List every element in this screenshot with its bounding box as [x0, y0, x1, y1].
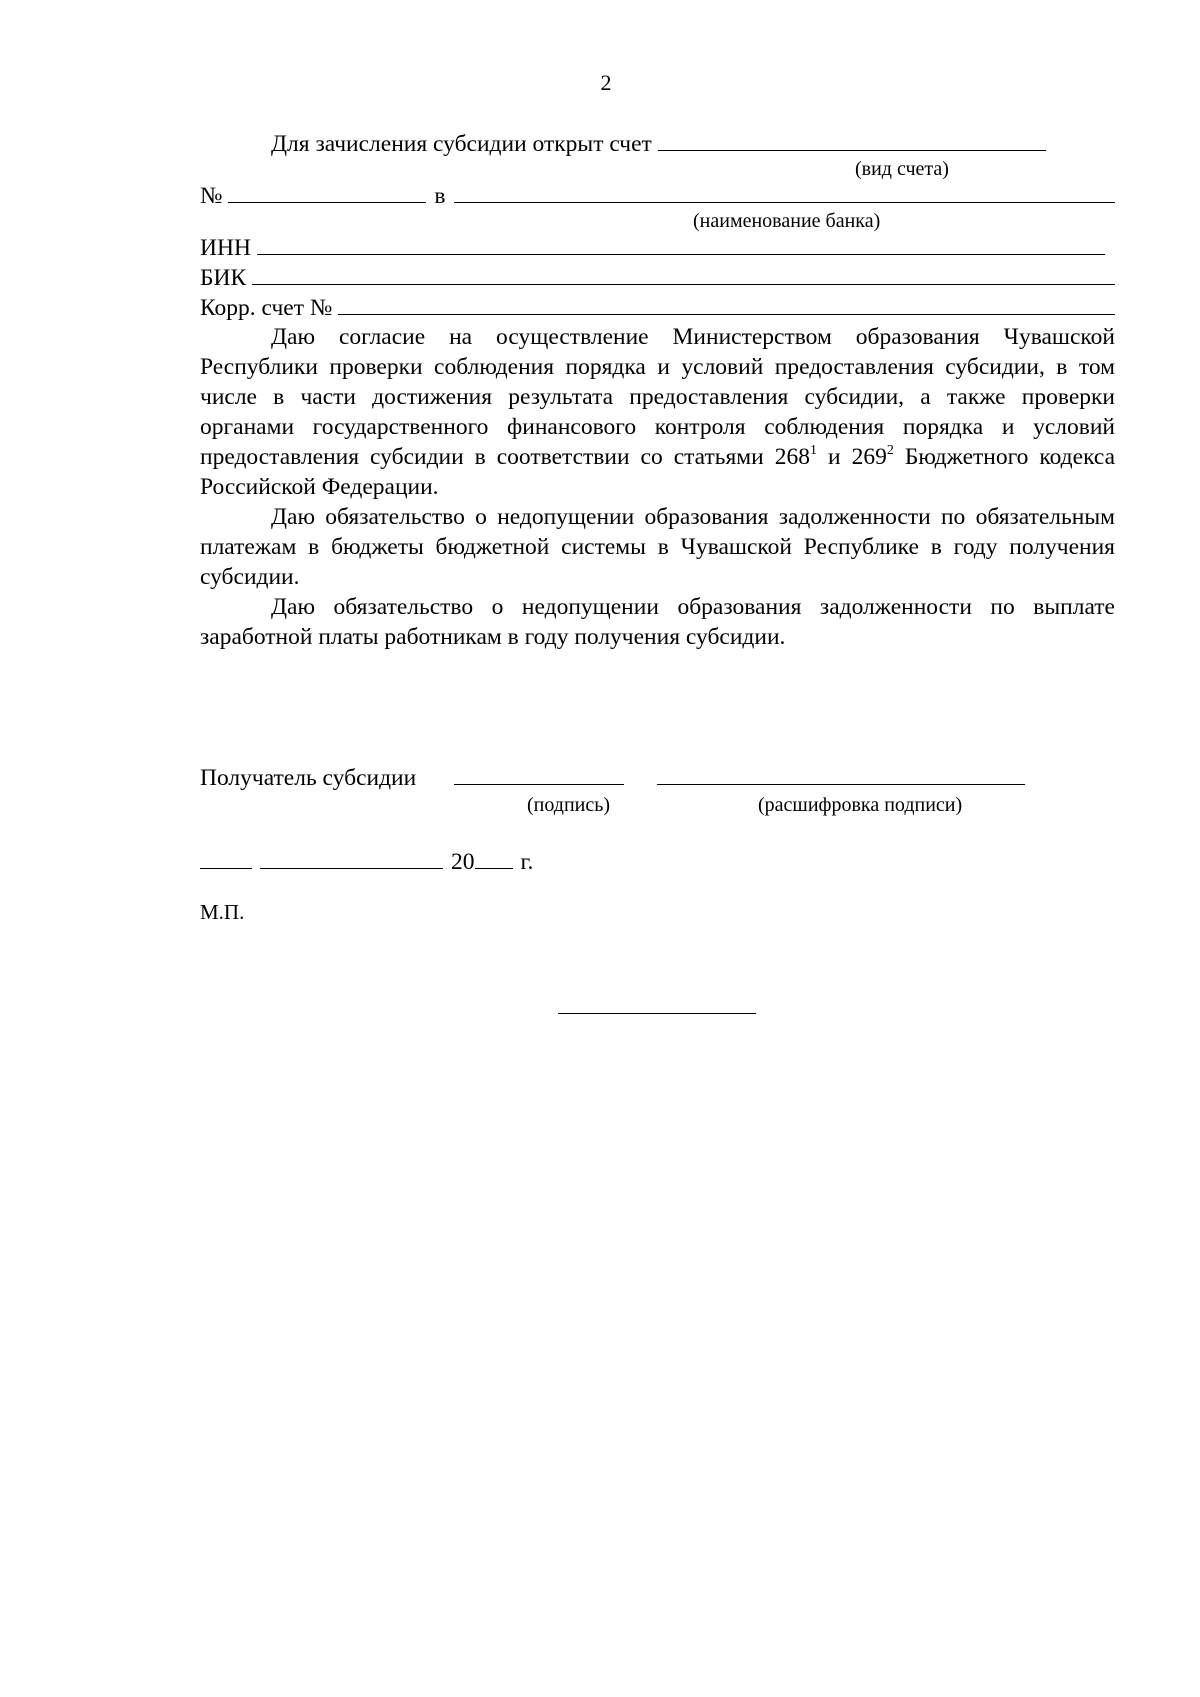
bik-row: [200, 262, 1115, 292]
inn-field[interactable]: [257, 232, 1105, 255]
signature-decoding-hint: (расшифровка подписи): [758, 794, 963, 816]
year-suffix: г.: [520, 849, 534, 875]
article-268-superscript: 1: [810, 443, 817, 458]
year-field[interactable]: [475, 846, 513, 869]
account-type-row: [200, 128, 1115, 158]
recipient-label: Получатель субсидии: [200, 765, 417, 791]
month-field[interactable]: [260, 846, 443, 869]
year-prefix: 20: [451, 849, 475, 875]
and-word: и: [828, 444, 841, 470]
inn-row: [200, 232, 1115, 262]
corr-account-row: [200, 292, 1115, 322]
day-field[interactable]: [200, 846, 252, 869]
inn-label: ИНН: [200, 235, 251, 261]
form-body: [200, 128, 1115, 652]
obligation-salary-paragraph: Даю обязательство о недопущении образования задолженности по выплате заработной платы работникам в году получения субсидии.: [200, 594, 1115, 650]
consent-paragraph: [200, 322, 1115, 502]
closing-divider: [558, 1013, 756, 1014]
date-row: [200, 846, 533, 877]
signature-decoding-field[interactable]: [657, 762, 1025, 785]
page-number: 2: [600, 70, 612, 95]
in-label: в: [434, 183, 446, 209]
consent-text: Даю согласие на осуществление Министерством образования Чувашской Республики проверки соблюдения порядка и условий предоставления субсидии, в том числе в части достижения результата предоставления субсидии, а также проверки органами государственного финансового контроля соблюдения порядка и условий предоставления субсидии в соответствии со статьями: [200, 324, 1115, 470]
article-269-superscript: 2: [886, 443, 894, 458]
consent-tail-text: Бюджетного кодекса Российской Федерации.: [200, 444, 1116, 500]
stamp-place-label: М.П.: [200, 900, 245, 924]
bank-name-field[interactable]: [454, 180, 1115, 203]
signature-row: [200, 762, 1115, 792]
account-type-hint: (вид счета): [855, 158, 949, 180]
signature-field[interactable]: [454, 762, 624, 785]
article-269: 269: [851, 444, 887, 470]
bik-field[interactable]: [252, 262, 1115, 285]
obligation-payments-paragraph: Даю обязательство о недопущении образования задолженности по обязательным платежам в бюджеты бюджетной системы в Чувашской Республике в году получения субсидии.: [200, 504, 1115, 590]
corr-account-label: Корр. счет №: [200, 295, 333, 321]
signature-block: [200, 762, 1115, 818]
account-number-field[interactable]: [228, 180, 426, 203]
signature-hints: [200, 792, 1115, 818]
signature-hint: (подпись): [527, 794, 611, 816]
account-type-field[interactable]: [658, 128, 1046, 151]
corr-account-field[interactable]: [338, 292, 1115, 315]
account-number-row: [200, 180, 1115, 210]
article-268: 268: [774, 444, 810, 470]
account-opened-label: Для зачисления субсидии открыт счет: [271, 131, 652, 157]
number-sign-label: №: [200, 183, 223, 209]
bank-name-hint: (наименование банка): [693, 210, 881, 232]
bik-label: БИК: [200, 265, 247, 291]
